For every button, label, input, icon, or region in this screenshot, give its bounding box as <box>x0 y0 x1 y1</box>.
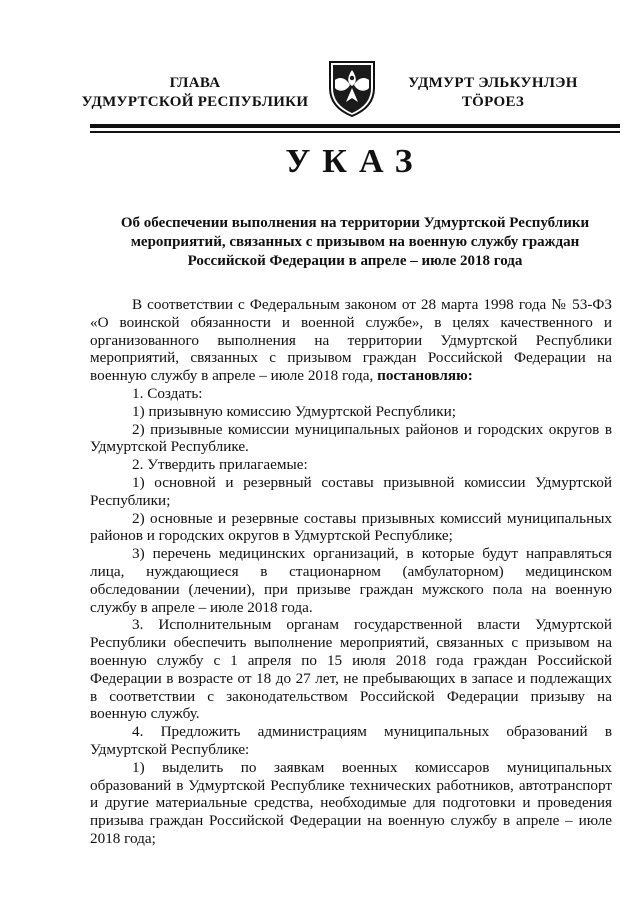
paragraph-item-1-2: 2) призывные комиссии муниципальных районов и городских округов в Удмуртской Республике. <box>90 420 612 456</box>
header-divider-thick <box>90 124 620 128</box>
subject-line-1: Об обеспечении выполнения на территории Удмуртской Республики <box>120 215 590 231</box>
paragraph-item-1: 1. Создать: <box>132 384 203 402</box>
decree-subject <box>90 214 620 271</box>
subject-line-2: мероприятий, связанных с призывом на военную службу граждан <box>130 234 580 250</box>
paragraph-item-1-1: 1) призывную комиссию Удмуртской Республики; <box>132 402 456 420</box>
paragraph-item-4: 4. Предложить администрациям муниципальных образований в Удмуртской Республике: <box>90 723 612 758</box>
paragraph-item-2-3: 3) перечень медицинских организаций, в которые будут направляться лица, нуждающиеся в стационарном (амбулаторном) медицинском обследовании (лечении), при призыве граждан мужского пола на военную службу в апреле – июле 2018 года. <box>90 545 612 616</box>
header-right-line1: УДМУРТ ЭЛЬКУНЛЭН <box>408 75 578 91</box>
subject-line-3: Российской Федерации в апреле – июле 2018 года <box>187 253 523 269</box>
preamble-text: В соответствии с Федеральным законом от 28 марта 1998 года № 53-ФЗ «О воинской обязанности и военной службе», в целях качественного и организованного выполнения на территории Удмуртской Республики мероприятий, связанных с призывом граждан Российской Федерации на военную службу в апреле – июле 2018 года, <box>90 296 612 385</box>
paragraph-item-3: 3. Исполнительным органам государственной власти Удмуртской Республики обеспечить выполнение мероприятий, связанных с призывом на военную службу с 1 апреля по 15 июля 2018 года граждан Российской Федерации в возрасте от 18 до 27 лет, не пребывающих в запасе и подлежащих в соответствии с законодательством Российской Федерации призыву на военную службу. <box>90 616 612 723</box>
header-left-line2: УДМУРТСКОЙ РЕСПУБЛИКИ <box>81 94 309 110</box>
header-left-line1: ГЛАВА <box>169 75 221 91</box>
udmurt-coat-of-arms-icon <box>326 58 378 118</box>
paragraph-preamble <box>90 296 612 385</box>
header-right-title <box>398 74 588 112</box>
paragraph-item-2-1: 1) основной и резервный составы призывной комиссии Удмуртской Республики; <box>90 473 612 509</box>
decree-body <box>90 296 612 848</box>
header-left-title <box>80 74 310 112</box>
paragraph-item-2-2: 2) основные и резервные составы призывных комиссий муниципальных районов и городских округов в Удмуртской Республике; <box>90 509 612 545</box>
preamble-resolution-word: постановляю: <box>377 367 473 385</box>
document-title: УКАЗ <box>285 143 425 180</box>
paragraph-item-4-1: 1) выделить по заявкам военных комиссаров муниципальных образований в Удмуртской Республике технических работников, автотранспорт и другие материальные средства, необходимые для подготовки и проведения призыва граждан Российской Федерации на военную службу в апреле – июле 2018 года; <box>90 758 612 847</box>
paragraph-item-2: 2. Утвердить прилагаемые: <box>132 456 308 474</box>
header-right-line2: ТӦРОЕЗ <box>461 94 525 110</box>
header-divider-thin <box>90 131 620 133</box>
document-header <box>0 0 640 120</box>
